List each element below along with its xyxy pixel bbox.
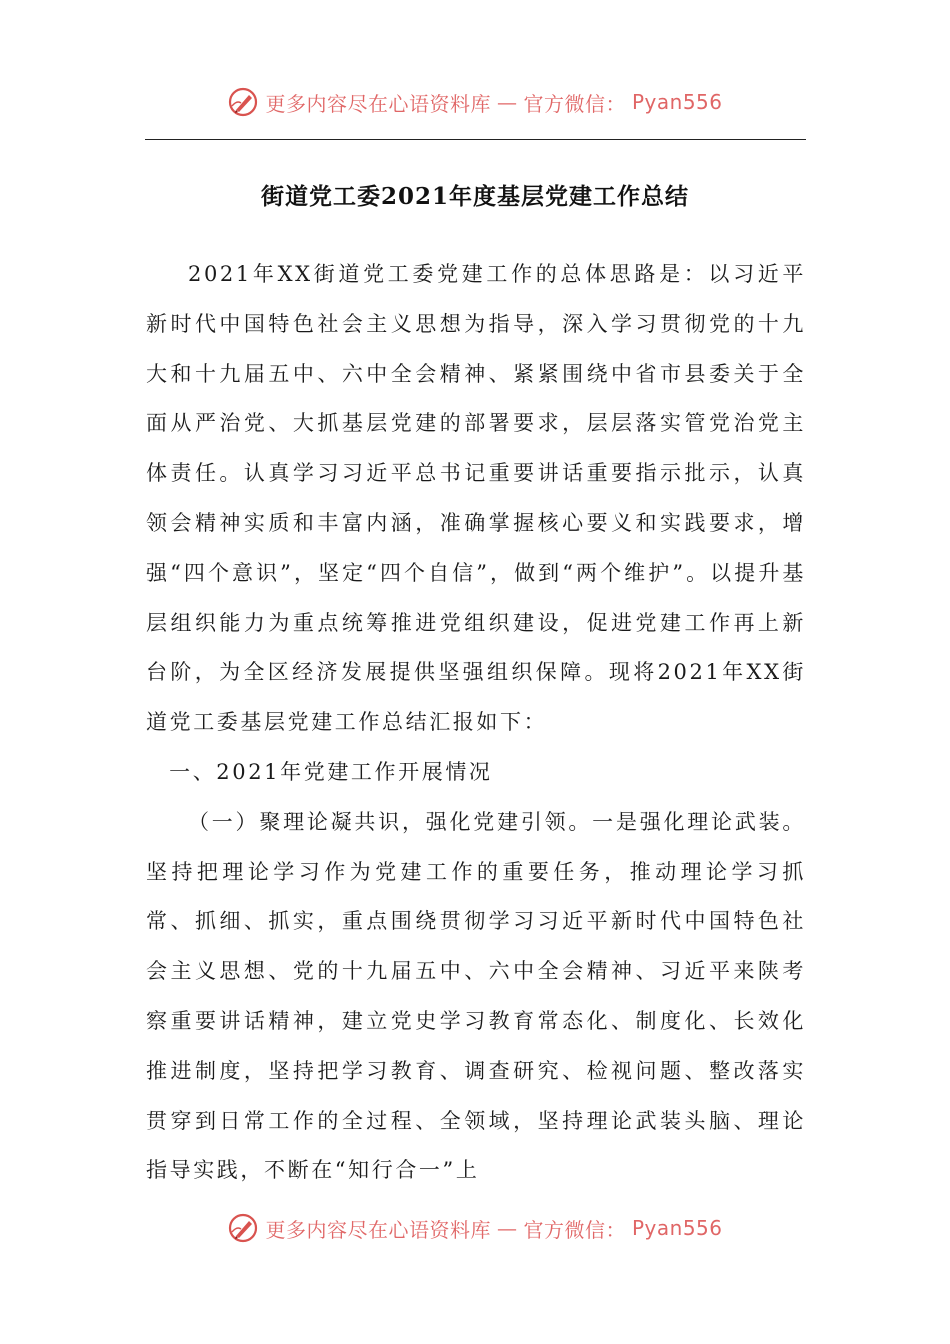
pen-logo-icon [227,86,259,118]
section-heading: 一、2021年党建工作开展情况 [169,759,493,784]
pen-logo-icon [227,1212,259,1244]
header-divider [145,139,806,140]
document-body [146,250,806,1196]
banner-wechat-id: Pyan556 [631,1216,723,1240]
banner-text: 更多内容尽在心语资料库 [265,1217,491,1242]
footer-banner [0,1208,950,1248]
banner-wechat-label: 官方微信： [523,1217,626,1242]
banner-text: 更多内容尽在心语资料库 [265,91,491,116]
banner-separator: — [496,1216,518,1240]
document-title: 街道党工委2021年度基层党建工作总结 [260,183,689,210]
paragraph: （一）聚理论凝共识，强化党建引领。一是强化理论武装。坚持把理论学习作为党建工作的重要任务，推动理论学习抓常、抓细、抓实，重点围绕贯彻学习习近平新时代中国特色社会主义思想、党的十九届五中、六中全会精神、习近平来陕考察重要讲话精神，建立党史学习教育常态化、制度化、长效化推进制度，坚持把学习教育、调查研究、检视问题、整改落实贯穿到日常工作的全过程、全领域，坚持理论武装头脑、理论指导实践，不断在“知行合一”上 [146,809,806,1183]
paragraph: 2021年XX街道党工委党建工作的总体思路是：以习近平新时代中国特色社会主义思想为指导，深入学习贯彻党的十九大和十九届五中、六中全会精神、紧紧围绕中省市县委关于全面从严治党、大抓基层党建的部署要求，层层落实管党治党主体责任。认真学习习近平总书记重要讲话重要指示批示，认真领会精神实质和丰富内涵，准确掌握核心要义和实践要求，增强“四个意识”，坚定“四个自信”，做到“两个维护”。以提升基层组织能力为重点统筹推进党组织建设，促进党建工作再上新台阶，为全区经济发展提供坚强组织保障。现将2021年XX街道党工委基层党建工作总结汇报如下： [146,262,806,735]
banner-separator: — [496,90,518,114]
header-banner [0,82,950,122]
banner-content [227,86,722,118]
banner-wechat-id: Pyan556 [631,90,723,114]
banner-content [227,1212,722,1244]
banner-wechat-label: 官方微信： [523,91,626,116]
